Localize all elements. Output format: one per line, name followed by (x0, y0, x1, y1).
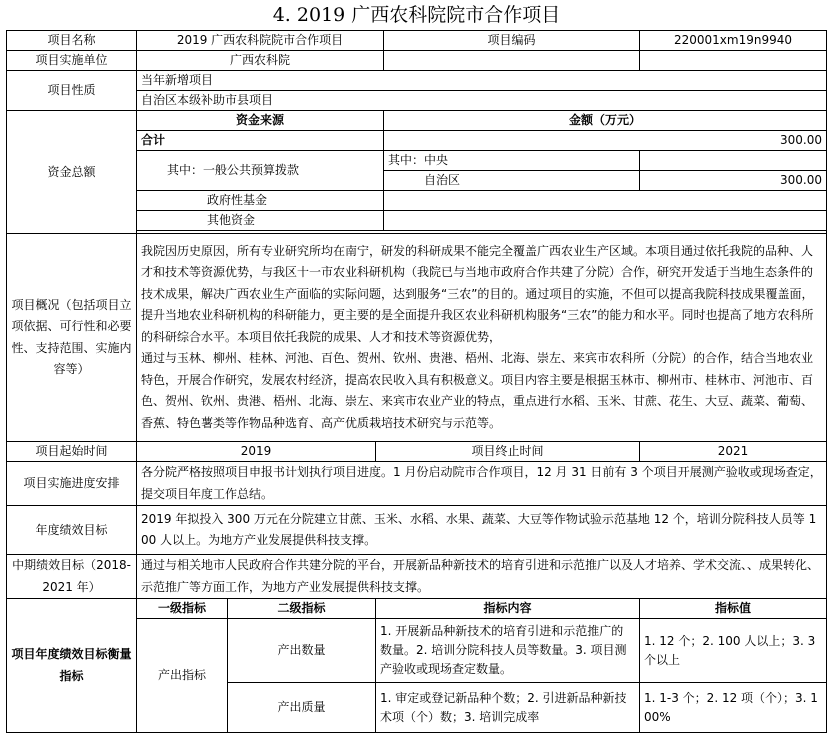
mid-goal-value: 通过与相关地市人民政府合作共建分院的平台，开展新品种新技术的培育引进和示范推广以及人才培养、学术交流、、成果转化、示范推广等方面工作，为地方产业发展提供科技支撑。 (137, 555, 827, 599)
indicator-output-quantity: 产出数量 (228, 619, 376, 683)
empty-cell (384, 211, 827, 231)
project-nature-value-1: 当年新增项目 (137, 71, 827, 91)
overview-paragraph-1: 我院因历史原因，所有专业研究所均在南宁，研发的科研成果不能完全覆盖广西农业生产区域。本项目通过依托我院的品种、人才和技术等资源优势，与我区十一市农业科研机构（我院已与当地市政府合作共建了分院）合作，研究开发适于当地生态条件的技术成果，解决广西农业生产面临的实际问题，达到服务“三农”的目的。通过项目的实施，不但可以提高我院科技成果覆盖面，提升当地农业科研机构的科研能力，更主要的是全面提升我区农业科研机构服务“三农”的能力和水平。同时也提高了地方农科所的科研综合水平。本项目依托我院的成果、人才和技术等资源优势， (141, 243, 814, 344)
indicator-header-content: 指标内容 (376, 599, 640, 619)
overview-content (137, 234, 827, 442)
row-annual-goal (7, 506, 827, 555)
row-funds-header (7, 111, 827, 131)
indicator-header-level1: 一级指标 (137, 599, 228, 619)
progress-label: 项目实施进度安排 (7, 462, 137, 506)
funds-gov-label: 政府性基金 (137, 191, 384, 211)
annual-goal-label: 年度绩效目标 (7, 506, 137, 555)
end-time-value: 2021 (640, 442, 827, 462)
funds-region-label: 自治区 (384, 171, 640, 191)
project-code-label: 项目编码 (384, 31, 640, 51)
funds-other-label: 其他资金 (137, 211, 384, 231)
project-nature-label: 项目性质 (7, 71, 137, 111)
row-project-name (7, 31, 827, 51)
empty-cell (384, 191, 827, 211)
start-time-label: 项目起始时间 (7, 442, 137, 462)
progress-value: 各分院严格按照项目申报书计划执行项目进度。1 月份启动院市合作项目，12 月 31 日前有 3 个项目开展测产验收或现场查定，提交项目年度工作总结。 (137, 462, 827, 506)
overview-label: 项目概况（包括项目立项依据、可行性和必要性、支持范围、实施内容等） (7, 234, 137, 442)
project-unit-value: 广西农科院 (137, 51, 384, 71)
empty-cell (640, 51, 827, 71)
funds-region-value: 300.00 (640, 171, 827, 191)
row-mid-goal (7, 555, 827, 599)
indicators-label: 项目年度绩效目标衡量指标 (7, 599, 137, 733)
indicator-header-level2: 二级指标 (228, 599, 376, 619)
empty-cell (384, 51, 640, 71)
annual-goal-value: 2019 年拟投入 300 万元在分院建立甘蔗、玉米、水稻、水果、蔬菜、大豆等作物试验示范基地 12 个，培训分院科技人员等 100 人以上。为地方产业发展提供科技支撑。 (137, 506, 827, 555)
project-name-label: 项目名称 (7, 31, 137, 51)
indicator-header-value: 指标值 (640, 599, 827, 619)
funds-label: 资金总额 (7, 111, 137, 234)
indicator-quality-content: 1. 审定或登记新品种个数；2. 引进新品种新技术项（个）数；3. 培训完成率 (376, 683, 640, 733)
funds-general-label: 其中：一般公共预算拨款 (137, 151, 384, 191)
indicator-output-quality: 产出质量 (228, 683, 376, 733)
indicator-quantity-value: 1. 12 个；2. 100 人以上；3. 3 个以上 (640, 619, 827, 683)
row-indicator-header (7, 599, 827, 619)
funds-amount-header: 金额（万元） (384, 111, 827, 131)
overview-paragraph-2: 通过与玉林、柳州、桂林、河池、百色、贺州、钦州、贵港、梧州、北海、崇左、来宾市农科所（分院）的合作，结合当地农业特色，开展合作研究，发展农村经济，提高农民收入具有积极意义。项目内容主要是根据玉林市、柳州市、桂林市、河池市、百色、贺州、钦州、贵港、梧州、北海、崇左、来宾市农业产业的特点，重点进行水稻、玉米、甘蔗、花生、大豆、蔬菜、葡萄、香蕉、特色薯类等作物品种选育、高产优质栽培技术研究与示范等。 (141, 351, 814, 430)
project-name-value: 2019 广西农科院院市合作项目 (137, 31, 384, 51)
start-time-value: 2019 (137, 442, 376, 462)
indicator-level1-output: 产出指标 (137, 619, 228, 733)
funds-source-header: 资金来源 (137, 111, 384, 131)
row-project-unit (7, 51, 827, 71)
indicator-quality-value: 1. 1-3 个；2. 12 项（个）；3. 100% (640, 683, 827, 733)
row-progress (7, 462, 827, 506)
page-title: 4. 2019 广西农科院院市合作项目 (272, 4, 561, 26)
funds-central-label: 其中：中央 (384, 151, 640, 171)
end-time-label: 项目终止时间 (376, 442, 640, 462)
project-table (6, 30, 827, 733)
indicator-quantity-content: 1. 开展新品种新技术的培育引进和示范推广的数量。2. 培训分院科技人员等数量。3. 项目测产验收或现场查定数量。 (376, 619, 640, 683)
row-project-nature (7, 71, 827, 91)
mid-goal-label: 中期绩效目标（2018-2021 年） (7, 555, 137, 599)
row-overview (7, 234, 827, 442)
funds-total-label: 合计 (137, 131, 384, 151)
funds-central-value (640, 151, 827, 171)
funds-total-value: 300.00 (384, 131, 827, 151)
project-unit-label: 项目实施单位 (7, 51, 137, 71)
project-nature-value-2: 自治区本级补助市县项目 (137, 91, 827, 111)
row-period (7, 442, 827, 462)
project-code-value: 220001xm19n9940 (640, 31, 827, 51)
